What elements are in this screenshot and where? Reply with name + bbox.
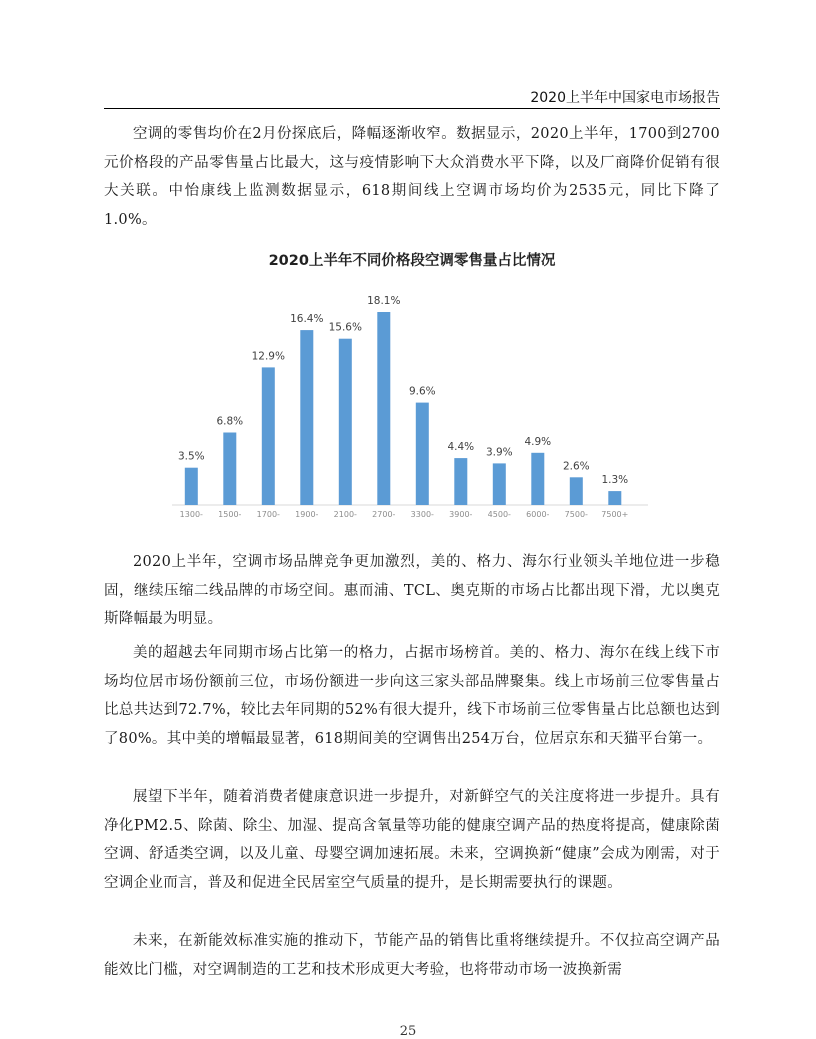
chart-title: 2020上半年不同价格段空调零售量占比情况: [268, 253, 556, 269]
header-title: 2020上半年中国家电市场报告: [530, 90, 720, 106]
x-tick-label-1700-: 1700-: [256, 510, 280, 519]
data-label-1700-: 12.9%: [251, 350, 285, 363]
bar-1500-: [223, 433, 236, 506]
bar-6000-: [531, 453, 544, 505]
paragraph-3: 美的超越去年同期市场占比第一的格力，占据市场榜首。美的、格力、海尔在线上线下市场均位居市场份额前三位，市场份额进一步向这三家头部品牌聚集。线上市场前三位零售量占比总共达到72.7%，较比去年同期的52%有很大提升，线下市场前三位零售量占比总额也达到了80%。其中美的增幅最显著，618期间美的空调售出254万台，位居京东和天猫平台第一。: [104, 645, 720, 747]
bar-chart: [170, 285, 650, 523]
data-label-7500-: 2.6%: [562, 460, 590, 473]
data-label-6000-: 4.9%: [524, 435, 552, 448]
data-label-1500-: 6.8%: [216, 415, 244, 428]
x-tick-label-1900-: 1900-: [295, 510, 319, 519]
x-tick-label-2700-: 2700-: [372, 510, 396, 519]
x-tick-label-1300-: 1300-: [179, 510, 203, 519]
paragraph-5: 未来，在新能效标准实施的推动下，节能产品的销售比重将继续提升。不仅拉高空调产品能效比门槛，对空调制造的工艺和技术形成更大考验，也将带动市场一波换新需: [104, 933, 720, 978]
data-label-2100-: 15.6%: [328, 321, 362, 334]
x-tick-label-7500-: 7500-: [564, 510, 588, 519]
data-label-2700-: 18.1%: [367, 295, 401, 307]
x-tick-label-3300-: 3300-: [410, 510, 434, 519]
bar-2100-: [339, 339, 352, 505]
bar-1700-: [262, 367, 275, 505]
data-label-7500+: 1.3%: [601, 474, 629, 487]
x-tick-label-2100-: 2100-: [333, 510, 357, 519]
x-tick-label-3900-: 3900-: [449, 510, 473, 519]
bar-7500+: [608, 491, 621, 505]
data-label-3300-: 9.6%: [408, 385, 436, 398]
data-label-1300-: 3.5%: [177, 450, 205, 463]
paragraph-1: 空调的零售均价在2月份探底后，降幅逐渐收窄。数据显示，2020上半年，1700到2700元价格段的产品零售量占比最大，这与疫情影响下大众消费水平下降，以及厂商降价促销有很大关联。中怡康线上监测数据显示，618期间线上空调市场均价为2535元，同比下降了1.0%。: [104, 126, 720, 228]
data-label-1900-: 16.4%: [290, 313, 324, 326]
x-tick-label-7500+: 7500+: [601, 510, 629, 519]
bar-4500-: [493, 463, 506, 505]
header-rule: [104, 108, 720, 109]
bar-7500-: [570, 477, 583, 505]
bar-1300-: [185, 468, 198, 505]
data-label-4500-: 3.9%: [485, 446, 513, 459]
bar-1900-: [300, 330, 313, 505]
data-label-3900-: 4.4%: [447, 441, 475, 454]
bar-2700-: [377, 312, 390, 505]
bar-3900-: [454, 458, 467, 505]
x-tick-label-6000-: 6000-: [526, 510, 550, 519]
x-tick-label-1500-: 1500-: [218, 510, 242, 519]
x-tick-label-4500-: 4500-: [487, 510, 511, 519]
bar-3300-: [416, 403, 429, 505]
paragraph-4: 展望下半年，随着消费者健康意识进一步提升，对新鲜空气的关注度将进一步提升。具有净化PM2.5、除菌、除尘、加湿、提高含氧量等功能的健康空调产品的热度将提高，健康除菌空调、舒适类空调，以及儿童、母婴空调加速拓展。未来，空调换新“健康”会成为刚需，对于空调企业而言，普及和促进全民居室空气质量的提升，是长期需要执行的课题。: [104, 789, 720, 891]
paragraph-2: 2020上半年，空调市场品牌竞争更加激烈，美的、格力、海尔行业领头羊地位进一步稳固，继续压缩二线品牌的市场空间。惠而浦、TCL、奥克斯的市场占比都出现下滑，尤以奥克斯降幅最为明显。: [104, 554, 720, 627]
page-number: 25: [399, 1024, 417, 1039]
